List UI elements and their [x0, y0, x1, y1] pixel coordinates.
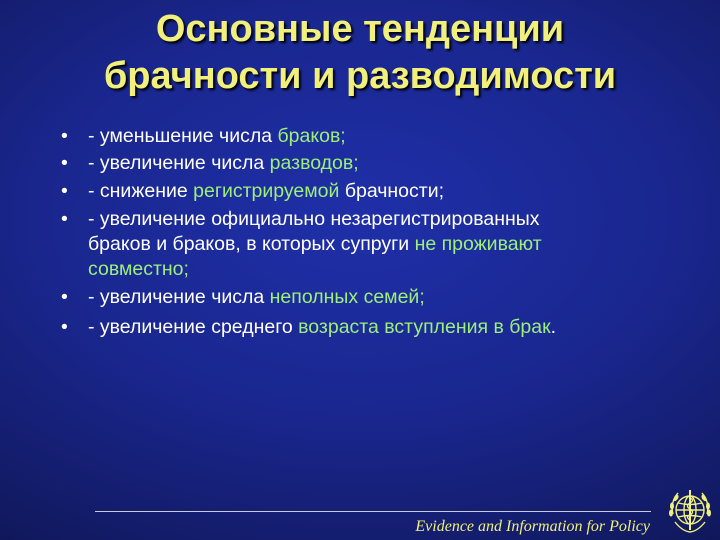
highlighted-text: регистрируемой — [193, 180, 340, 202]
title-line-2: брачности и разводимости — [103, 55, 617, 97]
bullet-item — [0, 151, 720, 176]
bullet-item — [0, 315, 720, 340]
bullet-dot-icon: • — [61, 286, 68, 308]
bullet-item — [0, 124, 720, 149]
bullet-line — [88, 124, 680, 149]
bullet-item — [0, 207, 720, 282]
bullet-text: - увеличение официально незарегистрированных — [88, 208, 540, 230]
bullet-text: - увеличение числа — [88, 286, 270, 308]
bullet-line — [88, 179, 680, 204]
highlighted-text: совместно; — [88, 258, 189, 280]
highlighted-text: возраста вступления в брак — [298, 316, 551, 338]
bullet-line — [88, 285, 680, 310]
bullet-text: - увеличение среднего — [88, 316, 299, 338]
bullet-text: - увеличение числа — [88, 152, 270, 174]
bullet-line — [88, 315, 680, 340]
bullet-text: . — [550, 316, 557, 338]
bullet-text: - уменьшение числа — [88, 125, 278, 147]
footer-caption: Evidence and Information for Policy — [415, 518, 650, 535]
bullet-dot-icon: • — [61, 152, 68, 174]
title-line-1: Основные тенденции — [155, 8, 565, 50]
bullet-text: - снижение — [88, 180, 194, 202]
bullet-item — [0, 285, 720, 310]
bullet-line — [88, 232, 680, 257]
highlighted-text: неполных семей; — [269, 286, 425, 308]
slide-title — [0, 6, 720, 100]
highlighted-text: браков; — [277, 125, 346, 147]
bullet-dot-icon: • — [61, 180, 68, 202]
bullet-line — [88, 151, 680, 176]
footer-divider — [95, 511, 651, 512]
bullet-text: браков и браков, в которых супруги — [88, 233, 415, 255]
who-emblem-icon — [664, 484, 716, 536]
highlighted-text: не проживают — [414, 233, 542, 255]
bullet-line — [88, 207, 680, 232]
highlighted-text: разводов; — [269, 152, 359, 174]
bullet-list — [0, 124, 720, 340]
bullet-line — [88, 257, 680, 282]
bullet-dot-icon: • — [61, 125, 68, 147]
bullet-item — [0, 179, 720, 204]
bullet-dot-icon: • — [61, 208, 68, 230]
bullet-text: брачности; — [339, 180, 445, 202]
bullet-dot-icon: • — [61, 316, 68, 338]
